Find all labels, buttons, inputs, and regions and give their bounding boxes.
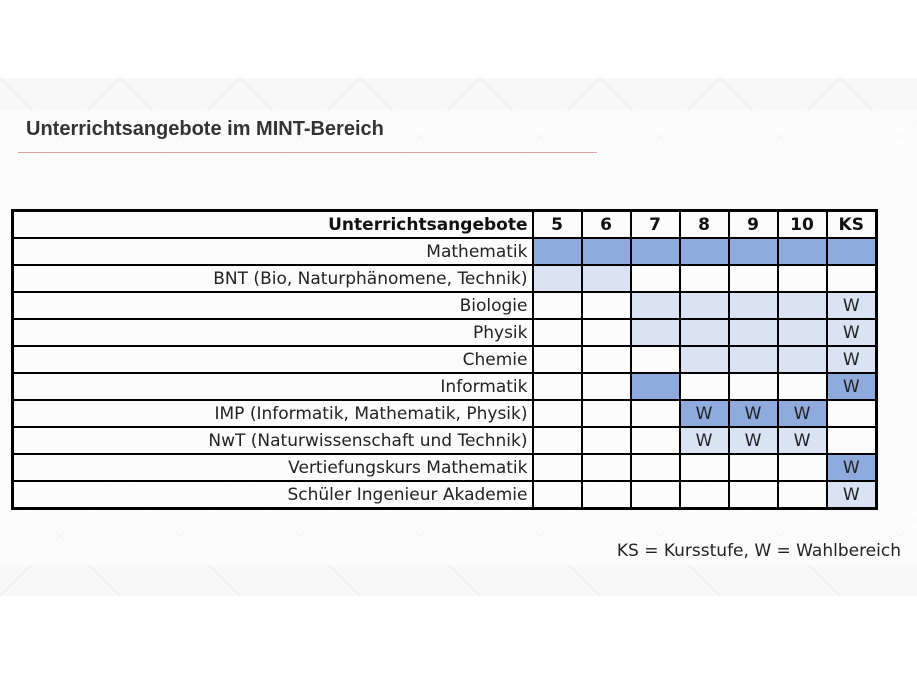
grade-cell [582,481,631,509]
grade-cell: W [778,427,827,454]
grade-cell [533,238,582,265]
grade-cell [680,238,729,265]
header-col: 7 [631,211,680,239]
header-col: 9 [729,211,778,239]
course-name: NwT (Naturwissenschaft und Technik) [13,427,533,454]
grade-cell [533,373,582,400]
grade-cell [533,346,582,373]
grade-cell [778,265,827,292]
grade-cell [827,400,877,427]
table-row [13,454,877,481]
header-course-label: Unterrichtsangebote [13,211,533,239]
grade-cell [827,427,877,454]
grade-cell [582,373,631,400]
grade-cell [631,346,680,373]
grade-cell [533,454,582,481]
grade-cell [631,400,680,427]
grade-cell [729,481,778,509]
grade-cell: W [827,292,877,319]
course-name: Physik [13,319,533,346]
grade-cell [631,292,680,319]
grade-cell [729,238,778,265]
page-title: Unterrichtsangebote im MINT-Bereich [26,118,384,140]
table-row [13,346,877,373]
table-header-row [13,211,877,239]
grade-cell: W [680,400,729,427]
table-row [13,292,877,319]
grade-cell [827,238,877,265]
table-row [13,238,877,265]
grade-cell [778,319,827,346]
grade-cell [729,373,778,400]
grade-cell [533,292,582,319]
course-name: BNT (Bio, Naturphänomene, Technik) [13,265,533,292]
table-row [13,400,877,427]
grade-cell [582,292,631,319]
title-underline [18,152,597,153]
grade-cell [533,481,582,509]
grade-cell [533,319,582,346]
grade-cell: W [827,481,877,509]
grade-cell [729,265,778,292]
grade-cell [778,238,827,265]
table-row [13,481,877,509]
grade-cell: W [778,400,827,427]
grade-cell [778,292,827,319]
course-name: Schüler Ingenieur Akademie [13,481,533,509]
grade-cell [680,265,729,292]
grade-cell [582,427,631,454]
grade-cell [533,400,582,427]
grade-cell: W [729,400,778,427]
grade-cell [582,319,631,346]
course-name: Vertiefungskurs Mathematik [13,454,533,481]
grade-cell [729,346,778,373]
grade-cell [778,481,827,509]
grade-cell [631,481,680,509]
grade-cell [533,265,582,292]
grade-cell [680,292,729,319]
table-row [13,265,877,292]
header-col: 10 [778,211,827,239]
header-col: 8 [680,211,729,239]
grade-cell [680,373,729,400]
course-name: Mathematik [13,238,533,265]
grade-cell [631,319,680,346]
grade-cell [582,265,631,292]
grade-cell [631,427,680,454]
grade-cell: W [827,346,877,373]
header-col: 6 [582,211,631,239]
grade-cell: W [729,427,778,454]
grade-cell [778,454,827,481]
grade-cell [533,427,582,454]
grade-cell: W [827,319,877,346]
grade-cell [631,373,680,400]
grade-cell [582,454,631,481]
grade-cell [631,454,680,481]
grade-cell [729,292,778,319]
grade-cell [582,346,631,373]
grade-cell: W [827,373,877,400]
grade-cell [631,265,680,292]
header-col: KS [827,211,877,239]
grade-cell: W [827,454,877,481]
legend-note: KS = Kursstufe, W = Wahlbereich [616,541,901,561]
grade-cell [778,373,827,400]
grade-cell [778,346,827,373]
grade-cell [680,346,729,373]
course-name: Biologie [13,292,533,319]
grade-cell: W [680,427,729,454]
grade-cell [680,454,729,481]
grade-cell [729,454,778,481]
grade-cell [680,319,729,346]
course-offerings-table [11,209,878,510]
course-name: Informatik [13,373,533,400]
grade-cell [729,319,778,346]
table-row [13,427,877,454]
course-name: IMP (Informatik, Mathematik, Physik) [13,400,533,427]
table-row [13,319,877,346]
table-row [13,373,877,400]
grade-cell [827,265,877,292]
grade-cell [582,238,631,265]
grade-cell [582,400,631,427]
grade-cell [680,481,729,509]
header-col: 5 [533,211,582,239]
grade-cell [631,238,680,265]
course-name: Chemie [13,346,533,373]
